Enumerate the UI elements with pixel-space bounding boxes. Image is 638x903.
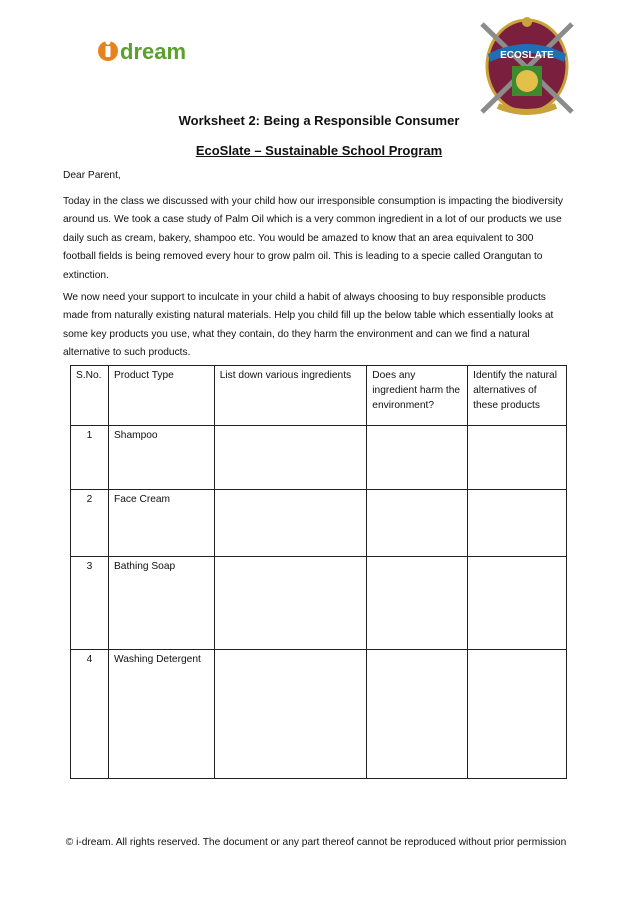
- harm-cell[interactable]: [367, 426, 468, 490]
- request-paragraph: We now need your support to inculcate in your child a habit of always choosing to buy responsible products made from naturally existing natural materials. Help you child fill up the below table which essentially looks at some key products you use, what they contain, do they harm the environment and can we find a natural alternative to such products.: [63, 292, 554, 359]
- ingredients-cell[interactable]: [214, 557, 367, 650]
- program-subtitle: EcoSlate – Sustainable School Program: [195, 143, 443, 158]
- worksheet-title: Worksheet 2: Being a Responsible Consumer: [178, 113, 460, 128]
- table-header-row: [71, 366, 567, 426]
- table-row: [71, 650, 567, 779]
- intro-paragraph: Today in the class we discussed with your child how our irresponsible consumption is impacting the biodiversity around us. We took a case study of Palm Oil which is a very common ingredient in a lot of our products we use daily such as cream, bakery, shampoo etc. You would be amazed to know that an area equivalent to 300 football fields is being removed every hour to grow palm oil. This is leading to a specie called Orangutan to extinction.: [63, 196, 563, 281]
- greeting: Dear Parent,: [63, 170, 121, 181]
- ecoslate-logo: [468, 14, 586, 122]
- idream-logo-text: dream: [120, 39, 187, 64]
- ingredients-cell[interactable]: [214, 426, 367, 490]
- harm-cell[interactable]: [367, 490, 468, 557]
- row-sno: 4: [71, 650, 109, 779]
- ingredients-cell[interactable]: [214, 490, 367, 557]
- row-product: Shampoo: [108, 426, 214, 490]
- row-product: Face Cream: [108, 490, 214, 557]
- ecoslate-logo-text: ECOSLATE: [500, 50, 554, 61]
- alternatives-cell[interactable]: [468, 557, 567, 650]
- alternatives-cell[interactable]: [468, 490, 567, 557]
- header-sno: S.No.: [71, 366, 109, 426]
- header-product-type: Product Type: [108, 366, 214, 426]
- row-product: Bathing Soap: [108, 557, 214, 650]
- header-harm: Does any ingredient harm the environment?: [367, 366, 468, 426]
- copyright-footer: © i-dream. All rights reserved. The document or any part thereof cannot be reproduced without prior permission: [65, 837, 567, 848]
- alternatives-cell[interactable]: [468, 426, 567, 490]
- row-sno: 2: [71, 490, 109, 557]
- table-row: [71, 557, 567, 650]
- harm-cell[interactable]: [367, 557, 468, 650]
- idream-logo: [96, 32, 188, 66]
- row-sno: 3: [71, 557, 109, 650]
- alternatives-cell[interactable]: [468, 650, 567, 779]
- ingredients-cell[interactable]: [214, 650, 367, 779]
- header-ingredients: List down various ingredients: [214, 366, 367, 426]
- row-sno: 1: [71, 426, 109, 490]
- product-table: [70, 365, 567, 779]
- table-row: [71, 490, 567, 557]
- header-alternatives: Identify the natural alternatives of these products: [468, 366, 567, 426]
- row-product: Washing Detergent: [108, 650, 214, 779]
- table-row: [71, 426, 567, 490]
- harm-cell[interactable]: [367, 650, 468, 779]
